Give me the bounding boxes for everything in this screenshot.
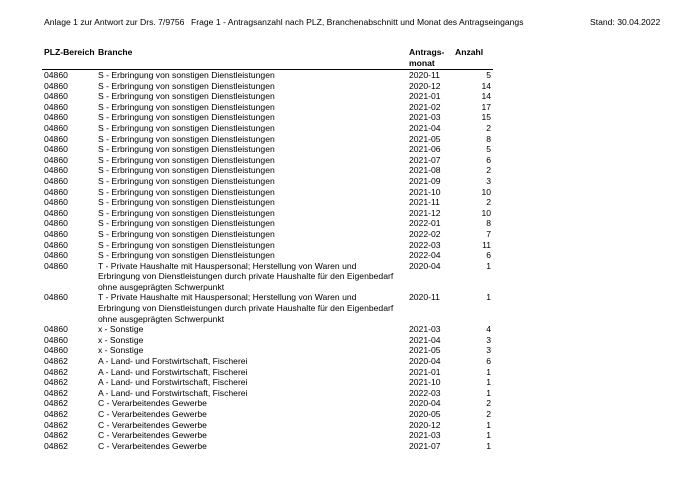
cell-monat: 2020-04 xyxy=(409,356,441,367)
cell-anzahl: 1 xyxy=(486,387,491,398)
cell-branche: S - Erbringung von sonstigen Dienstleistungen xyxy=(98,101,275,112)
cell-branche: T - Private Haushalte mit Hauspersonal; Herstellung von Waren und Erbringung von Dienstleistungen durch private Haushalte für den Eigenbedarf ohne ausgeprägten Schwerpunkt xyxy=(98,260,394,292)
cell-anzahl: 1 xyxy=(486,366,491,377)
cell-plz: 04862 xyxy=(44,409,68,420)
cell-plz: 04860 xyxy=(44,345,68,356)
cell-plz: 04862 xyxy=(44,440,68,451)
cell-anzahl: 4 xyxy=(486,324,491,335)
cell-branche: C - Verarbeitendes Gewerbe xyxy=(98,409,207,420)
table-row xyxy=(0,345,700,356)
cell-branche: S - Erbringung von sonstigen Dienstleistungen xyxy=(98,112,275,123)
cell-monat: 2020-11 xyxy=(409,292,440,303)
cell-anzahl: 5 xyxy=(486,144,491,155)
cell-plz: 04862 xyxy=(44,398,68,409)
table-row xyxy=(0,165,700,176)
cell-monat: 2021-06 xyxy=(409,144,441,155)
cell-anzahl: 3 xyxy=(486,345,491,356)
cell-anzahl: 8 xyxy=(486,133,491,144)
table-row xyxy=(0,218,700,229)
cell-plz: 04860 xyxy=(44,218,68,229)
cell-anzahl: 2 xyxy=(486,398,491,409)
data-table-body xyxy=(0,70,700,451)
cell-branche: S - Erbringung von sonstigen Dienstleistungen xyxy=(98,250,275,261)
cell-monat: 2022-03 xyxy=(409,387,441,398)
table-row xyxy=(0,112,700,123)
cell-anzahl: 5 xyxy=(486,70,491,80)
cell-anzahl: 11 xyxy=(482,239,491,250)
cell-plz: 04860 xyxy=(44,250,68,261)
cell-branche: S - Erbringung von sonstigen Dienstleistungen xyxy=(98,165,275,176)
cell-monat: 2020-12 xyxy=(409,80,441,91)
cell-monat: 2021-10 xyxy=(409,377,441,388)
cell-monat: 2022-04 xyxy=(409,250,441,261)
cell-anzahl: 8 xyxy=(486,218,491,229)
table-row xyxy=(0,229,700,240)
cell-monat: 2022-02 xyxy=(409,228,441,239)
table-row xyxy=(0,208,700,219)
cell-branche: S - Erbringung von sonstigen Dienstleistungen xyxy=(98,239,275,250)
cell-monat: 2020-05 xyxy=(409,409,441,420)
cell-monat: 2020-12 xyxy=(409,419,441,430)
cell-monat: 2020-04 xyxy=(409,260,441,271)
cell-anzahl: 1 xyxy=(486,430,491,441)
column-header-anzahl: Anzahl xyxy=(455,47,484,57)
cell-plz: 04860 xyxy=(44,239,68,250)
cell-monat: 2020-11 xyxy=(409,70,440,80)
cell-monat: 2021-09 xyxy=(409,175,441,186)
cell-monat: 2021-12 xyxy=(409,207,441,218)
cell-branche: S - Erbringung von sonstigen Dienstleistungen xyxy=(98,144,275,155)
table-row xyxy=(0,197,700,208)
cell-anzahl: 6 xyxy=(486,250,491,261)
cell-plz: 04860 xyxy=(44,197,68,208)
cell-plz: 04862 xyxy=(44,419,68,430)
table-row xyxy=(0,81,700,92)
cell-anzahl: 14 xyxy=(481,91,491,102)
cell-branche: x - Sonstige xyxy=(98,324,144,335)
cell-plz: 04860 xyxy=(44,80,68,91)
cell-monat: 2021-07 xyxy=(409,154,441,165)
cell-monat: 2021-08 xyxy=(409,165,441,176)
cell-branche: A - Land- und Forstwirtschaft, Fischerei xyxy=(98,366,248,377)
table-row xyxy=(0,409,700,420)
cell-plz: 04860 xyxy=(44,133,68,144)
cell-branche: A - Land- und Forstwirtschaft, Fischerei xyxy=(98,356,248,367)
cell-monat: 2021-03 xyxy=(409,112,441,123)
cell-branche: A - Land- und Forstwirtschaft, Fischerei xyxy=(98,387,248,398)
cell-branche: S - Erbringung von sonstigen Dienstleistungen xyxy=(98,186,275,197)
cell-branche: S - Erbringung von sonstigen Dienstleistungen xyxy=(98,70,275,80)
cell-anzahl: 2 xyxy=(486,197,491,208)
cell-branche: x - Sonstige xyxy=(98,334,144,345)
cell-branche: S - Erbringung von sonstigen Dienstleistungen xyxy=(98,80,275,91)
cell-monat: 2021-10 xyxy=(409,186,441,197)
table-row xyxy=(0,388,700,399)
cell-plz: 04860 xyxy=(44,91,68,102)
cell-plz: 04860 xyxy=(44,228,68,239)
cell-plz: 04860 xyxy=(44,260,68,271)
cell-branche: S - Erbringung von sonstigen Dienstleistungen xyxy=(98,154,275,165)
cell-anzahl: 10 xyxy=(481,207,491,218)
cell-anzahl: 3 xyxy=(486,334,491,345)
cell-plz: 04860 xyxy=(44,207,68,218)
cell-monat: 2021-05 xyxy=(409,133,441,144)
table-row xyxy=(0,292,700,324)
table-row xyxy=(0,250,700,261)
cell-anzahl: 1 xyxy=(486,440,491,451)
cell-anzahl: 7 xyxy=(486,228,491,239)
cell-monat: 2021-03 xyxy=(409,324,441,335)
cell-plz: 04860 xyxy=(44,144,68,155)
table-row xyxy=(0,144,700,155)
cell-branche: x - Sonstige xyxy=(98,345,144,356)
cell-anzahl: 1 xyxy=(486,260,491,271)
cell-branche: S - Erbringung von sonstigen Dienstleistungen xyxy=(98,207,275,218)
cell-monat: 2021-01 xyxy=(409,366,441,377)
cell-branche: C - Verarbeitendes Gewerbe xyxy=(98,398,207,409)
cell-plz: 04862 xyxy=(44,430,68,441)
cell-branche: C - Verarbeitendes Gewerbe xyxy=(98,440,207,451)
cell-plz: 04860 xyxy=(44,334,68,345)
column-header-monat xyxy=(409,47,444,69)
table-row xyxy=(0,367,700,378)
cell-branche: S - Erbringung von sonstigen Dienstleistungen xyxy=(98,133,275,144)
cell-branche: T - Private Haushalte mit Hauspersonal; Herstellung von Waren und Erbringung von Dienstleistungen durch private Haushalte für den Eigenbedarf ohne ausgeprägten Schwerpunkt xyxy=(98,292,394,324)
column-header-monat-line2: monat xyxy=(409,58,435,68)
cell-anzahl: 10 xyxy=(481,186,491,197)
cell-monat: 2020-04 xyxy=(409,398,441,409)
cell-plz: 04860 xyxy=(44,165,68,176)
document-reference: Anlage 1 zur Antwort zur Drs. 7/9756 xyxy=(44,17,185,27)
table-row xyxy=(0,261,700,293)
cell-monat: 2021-05 xyxy=(409,345,441,356)
cell-plz: 04860 xyxy=(44,112,68,123)
cell-anzahl: 3 xyxy=(486,175,491,186)
table-row xyxy=(0,240,700,251)
cell-plz: 04862 xyxy=(44,366,68,377)
cell-anzahl: 2 xyxy=(486,165,491,176)
cell-monat: 2021-11 xyxy=(409,197,440,208)
cell-branche: C - Verarbeitendes Gewerbe xyxy=(98,419,207,430)
cell-branche: A - Land- und Forstwirtschaft, Fischerei xyxy=(98,377,248,388)
cell-monat: 2021-04 xyxy=(409,122,441,133)
cell-branche: S - Erbringung von sonstigen Dienstleistungen xyxy=(98,122,275,133)
table-row xyxy=(0,187,700,198)
cell-plz: 04862 xyxy=(44,377,68,388)
cell-branche: S - Erbringung von sonstigen Dienstleistungen xyxy=(98,91,275,102)
cell-branche: S - Erbringung von sonstigen Dienstleistungen xyxy=(98,228,275,239)
cell-anzahl: 1 xyxy=(486,292,491,303)
table-row xyxy=(0,420,700,431)
cell-plz: 04860 xyxy=(44,324,68,335)
cell-plz: 04860 xyxy=(44,175,68,186)
table-row xyxy=(0,324,700,335)
cell-plz: 04860 xyxy=(44,292,68,303)
cell-branche: C - Verarbeitendes Gewerbe xyxy=(98,430,207,441)
cell-plz: 04862 xyxy=(44,356,68,367)
cell-plz: 04860 xyxy=(44,186,68,197)
cell-anzahl: 14 xyxy=(481,80,491,91)
cell-monat: 2021-01 xyxy=(409,91,441,102)
cell-monat: 2022-01 xyxy=(409,218,441,229)
cell-branche: S - Erbringung von sonstigen Dienstleistungen xyxy=(98,197,275,208)
cell-anzahl: 17 xyxy=(481,101,491,112)
cell-anzahl: 2 xyxy=(486,122,491,133)
table-row xyxy=(0,441,700,452)
cell-monat: 2021-07 xyxy=(409,440,441,451)
cell-branche: S - Erbringung von sonstigen Dienstleistungen xyxy=(98,218,275,229)
cell-plz: 04862 xyxy=(44,387,68,398)
table-row xyxy=(0,335,700,346)
table-row xyxy=(0,430,700,441)
table-row xyxy=(0,356,700,367)
cell-plz: 04860 xyxy=(44,70,68,80)
cell-monat: 2021-03 xyxy=(409,430,441,441)
table-row xyxy=(0,123,700,134)
cell-anzahl: 6 xyxy=(486,154,491,165)
table-row xyxy=(0,91,700,102)
column-header-monat-line1: Antrags- xyxy=(409,47,445,57)
cell-plz: 04860 xyxy=(44,122,68,133)
table-row xyxy=(0,70,700,81)
cell-anzahl: 2 xyxy=(486,409,491,420)
cell-anzahl: 6 xyxy=(486,356,491,367)
column-header-plz: PLZ-Bereich xyxy=(44,47,95,57)
table-row xyxy=(0,102,700,113)
cell-anzahl: 15 xyxy=(481,112,491,123)
cell-monat: 2021-02 xyxy=(409,101,441,112)
cell-plz: 04860 xyxy=(44,101,68,112)
table-row xyxy=(0,155,700,166)
cell-plz: 04860 xyxy=(44,154,68,165)
cell-anzahl: 1 xyxy=(486,419,491,430)
table-row xyxy=(0,134,700,145)
document-title: Frage 1 - Antragsanzahl nach PLZ, Branchenabschnitt und Monat des Antragseingangs xyxy=(191,17,524,27)
cell-monat: 2021-04 xyxy=(409,334,441,345)
table-row xyxy=(0,398,700,409)
cell-anzahl: 1 xyxy=(486,377,491,388)
document-date: Stand: 30.04.2022 xyxy=(590,17,661,27)
table-row xyxy=(0,377,700,388)
table-row xyxy=(0,176,700,187)
cell-branche: S - Erbringung von sonstigen Dienstleistungen xyxy=(98,175,275,186)
column-header-branche: Branche xyxy=(98,47,133,57)
cell-monat: 2022-03 xyxy=(409,239,441,250)
